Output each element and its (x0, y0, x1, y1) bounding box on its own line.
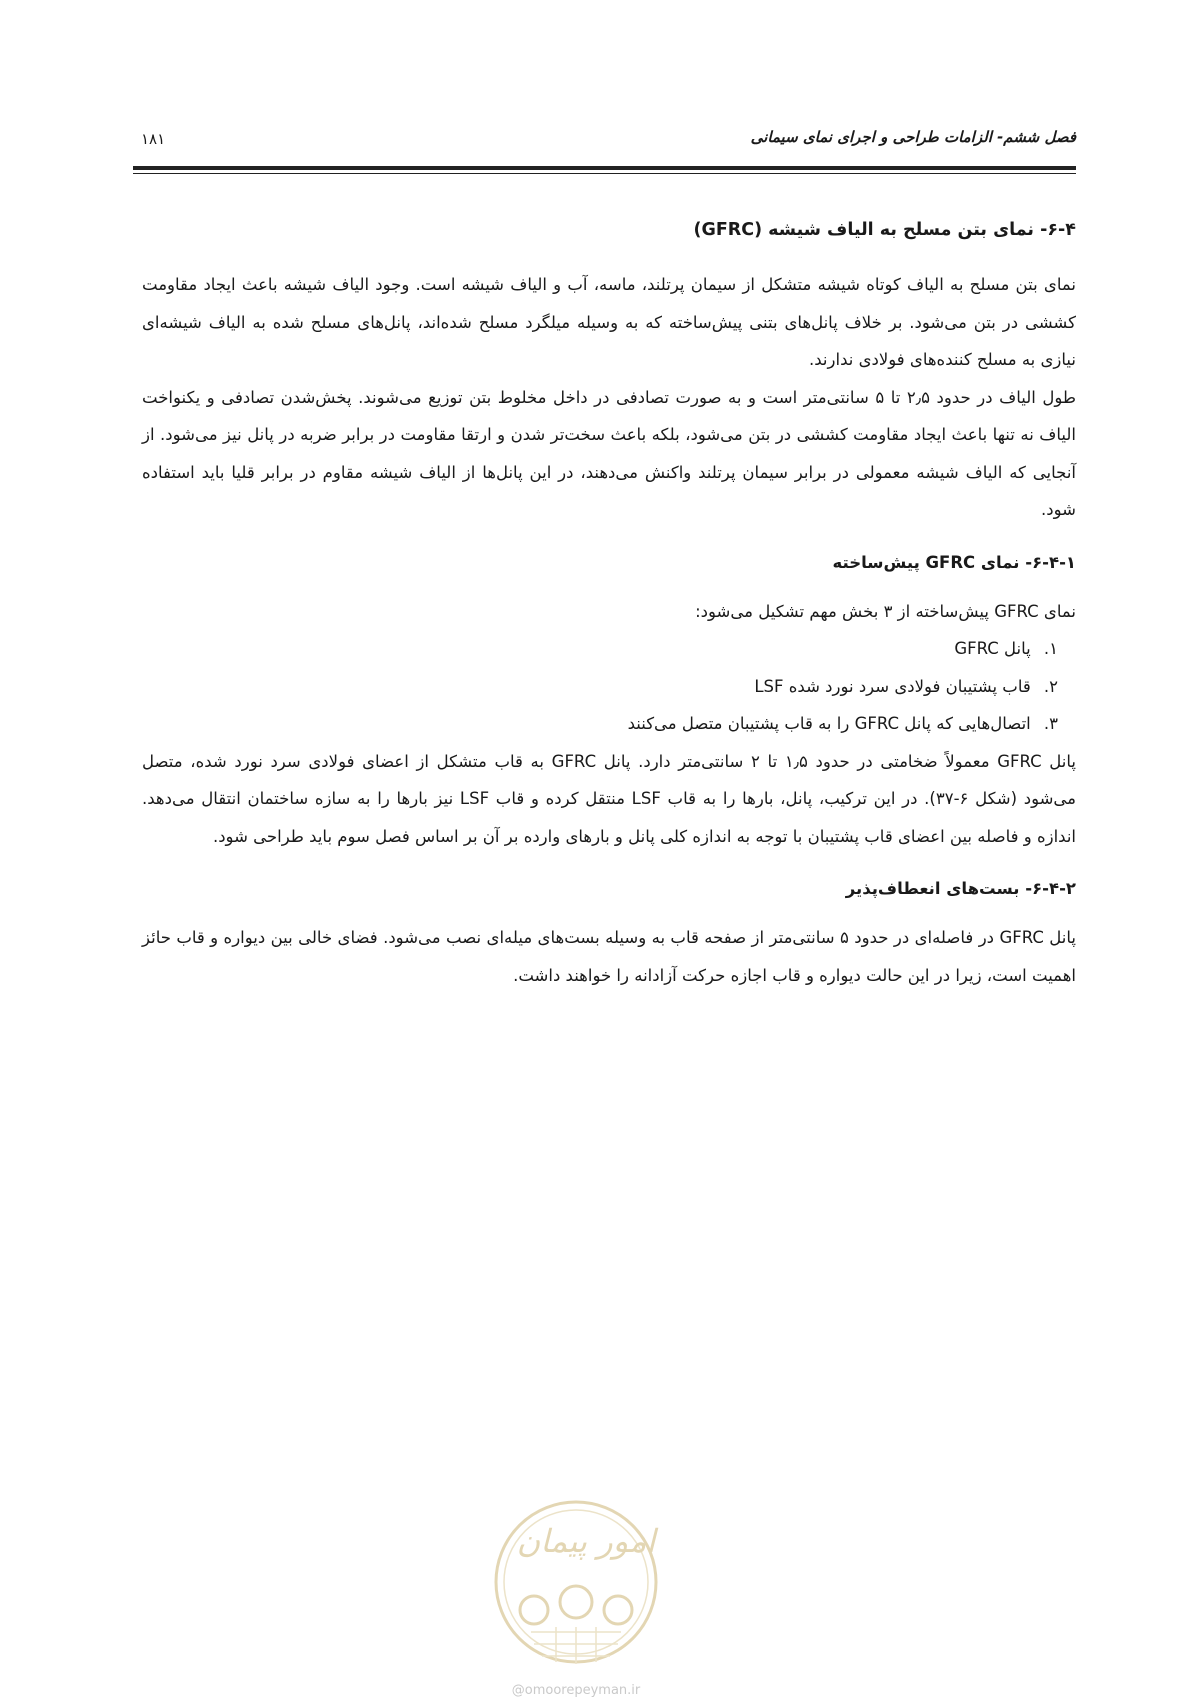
header-rule-thick (133, 166, 1076, 170)
list-item (142, 630, 1058, 668)
grid-icon (531, 1627, 621, 1664)
section-paragraph-1: نمای بتن مسلح به الیاف کوتاه شیشه متشکل از سیمان پرتلند، ماسه، آب و الیاف شیشه است. وجود الیاف شیشه باعث ایجاد مقاومت کششی در بتن می‌شود. بر خلاف پانل‌های بتنی پیش‌ساخته که به وسیله میلگرد مسلح شده‌اند، پانل‌های مسلح شده به الیاف شیشه‌ای نیازی به مسلح کننده‌های فولادی ندارند. (142, 275, 1076, 369)
page-number: ۱۸۱ (141, 130, 166, 148)
list-item (142, 705, 1058, 743)
list-item-text: پانل GFRC (954, 639, 1031, 658)
list-item-text: قاب پشتیبان فولادی سرد نورد شده LSF (754, 676, 1031, 696)
watermark-logo (476, 1482, 676, 1702)
subsection-1-heading: ۶-۴-۱- نمای GFRC پیش‌ساخته (832, 552, 1076, 572)
list-item-text: اتصال‌هایی که پانل GFRC را به قاب پشتیبان متصل می‌کنند (627, 714, 1031, 733)
component-list (142, 630, 1076, 743)
section-heading: ۶-۴- نمای بتن مسلح به الیاف شیشه (GFRC) (693, 220, 1076, 240)
subsection-1-paragraph: پانل GFRC معمولاً ضخامتی در حدود ۱٫۵ تا ۲ سانتی‌متر دارد. پانل GFRC به قاب متشکل از اعضای فولادی سرد نورد شده، متصل می‌شود (شکل ۶-۳۷). در این ترکیب، پانل، بارها را به قاب LSF منتقل کرده و قاب LSF نیز بارها را به سازه ساختمان انتقال می‌دهد. اندازه و فاصله بین اعضای قاب پشتیبان با توجه به اندازه کلی پانل و بارهای وارده بر آن بر اساس فصل سوم باید طراحی شود. (142, 751, 1077, 846)
section-paragraph-2: طول الیاف در حدود ۲٫۵ تا ۵ سانتی‌متر است و به صورت تصادفی در داخل مخلوط بتن توزیع می‌شوند. پخش‌شدن تصادفی و یکنواخت الیاف نه تنها باعث ایجاد مقاومت کششی در بتن می‌شود، بلکه باعث سخت‌تر شدن و ارتقا مقاومت در برابر ضربه در پانل نیز می‌شود. از آنجایی که الیاف شیشه معمولی در برابر سیمان پرتلند واکنش می‌دهند، در این پانل‌ها از الیاف شیشه مقاوم در برابر قلیا باید استفاده شود. (142, 387, 1077, 519)
subsection-2-paragraph: پانل GFRC در فاصله‌ای در حدود ۵ سانتی‌متر از صفحه قاب به وسیله بست‌های میله‌ای نصب می‌شود. فضای خالی بین دیواره و قاب حائز اهمیت است، زیرا در این حالت دیواره و قاب اجازه حرکت آزادانه را خواهند داشت. (142, 928, 1077, 985)
page-header (133, 128, 1076, 158)
subsection-2-heading: ۶-۴-۲- بست‌های انعطاف‌پذیر (845, 879, 1076, 898)
chapter-title: فصل ششم- الزامات طراحی و اجرای نمای سیمانی (750, 128, 1076, 146)
watermark-logo-text: امور پیمان (516, 1522, 656, 1560)
list-item-number: ۱. (1043, 639, 1058, 658)
list-item (142, 668, 1058, 706)
list-item-number: ۲. (1043, 676, 1058, 696)
main-content (142, 212, 1076, 994)
watermark-url: @omoorepeyman.ir (511, 1683, 641, 1698)
header-rule-thin (133, 173, 1076, 174)
subsection-1-intro: نمای GFRC پیش‌ساخته از ۳ بخش مهم تشکیل می‌شود: (695, 601, 1076, 621)
gear-icon (520, 1586, 632, 1624)
list-item-number: ۳. (1043, 714, 1058, 733)
